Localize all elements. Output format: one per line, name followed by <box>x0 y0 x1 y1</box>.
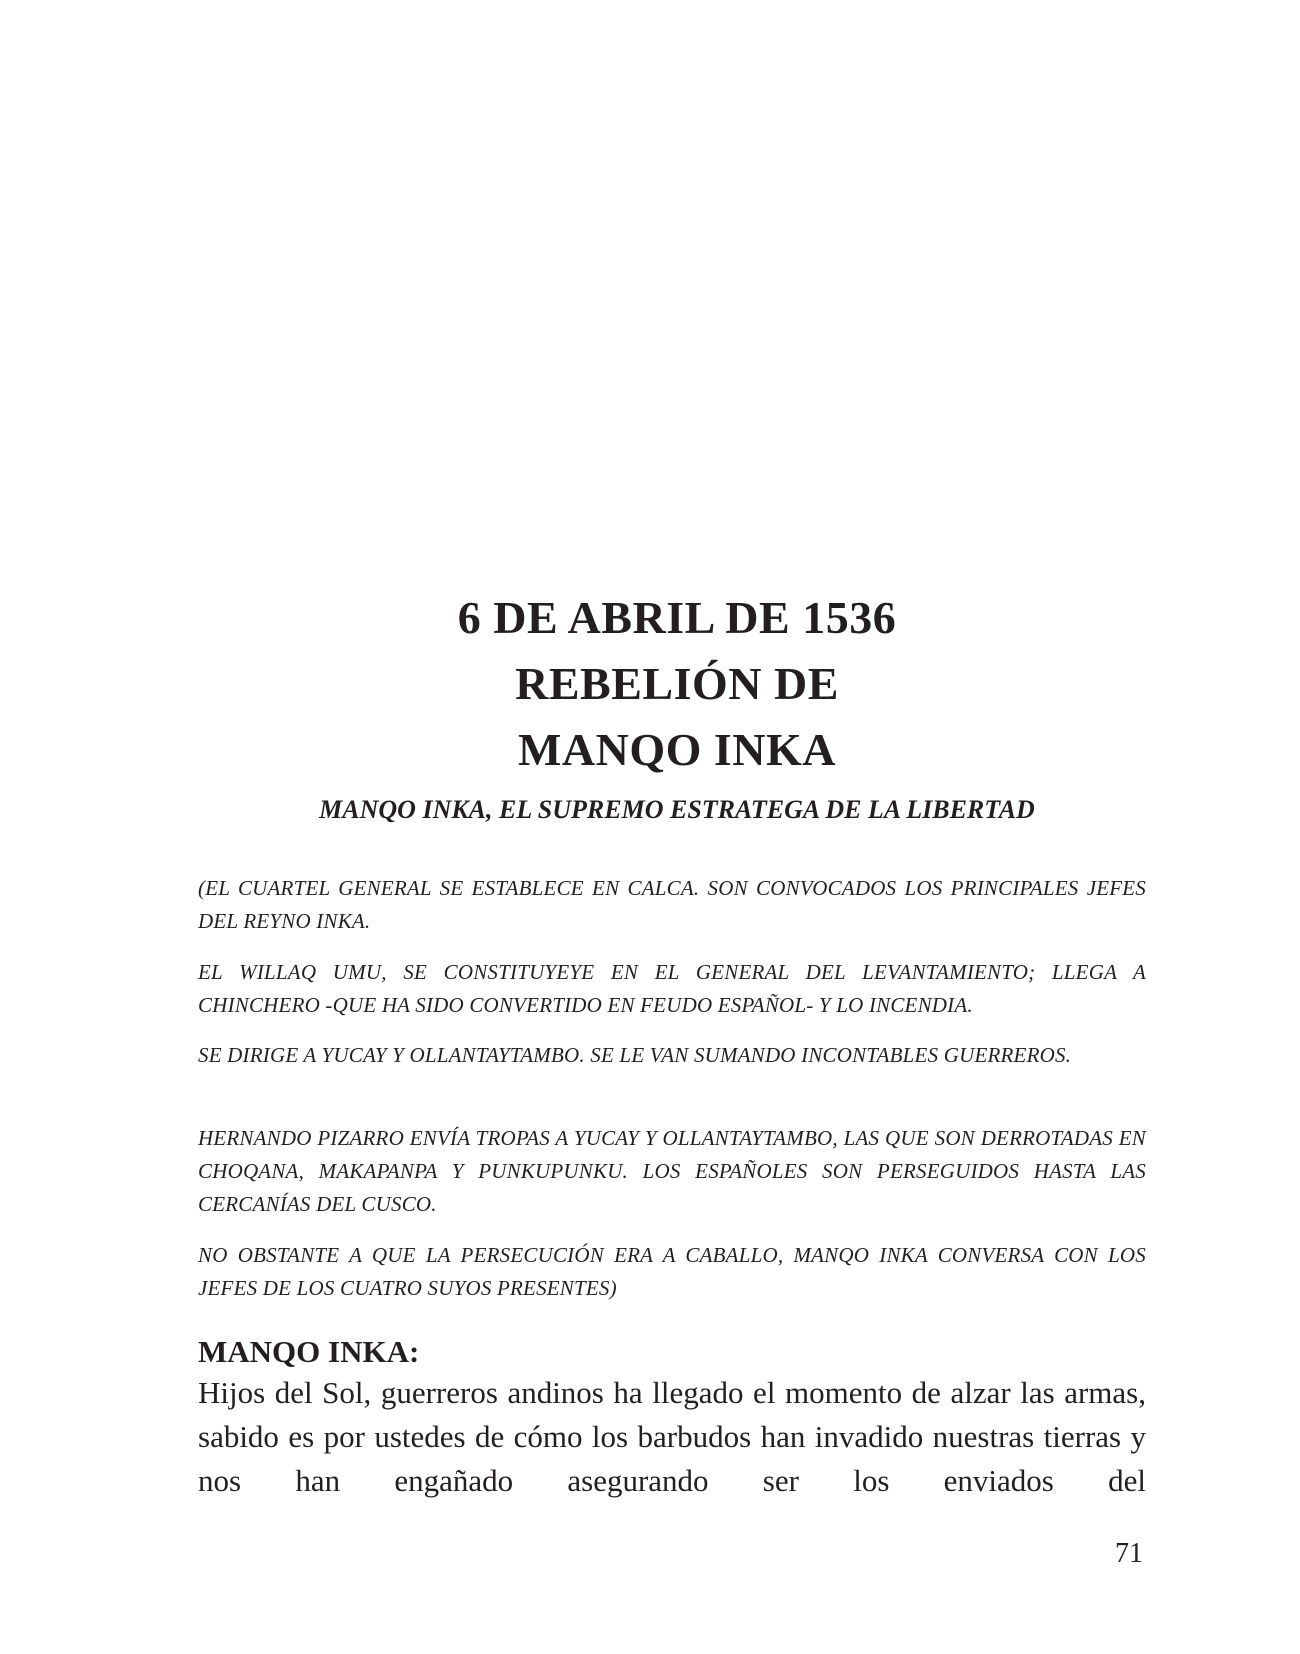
stage-direction-paragraph: EL WILLAQ UMU, SE CONSTITUYEYE EN EL GENERAL DEL LEVANTAMIENTO; LLEGA A CHINCHERO -QUE HA SIDO CONVERTIDO EN FEUDO ESPAÑOL- Y LO INCENDIA. <box>198 960 1146 1017</box>
chapter-subtitle: MANQO INKA, EL SUPREMO ESTRATEGA DE LA LIBERTAD <box>319 795 1035 824</box>
dialogue-text: Hijos del Sol, guerreros andinos ha llegado el momento de alzar las armas, sabido es por ustedes de cómo los barbudos han invadido nuestras tierras y nos han engañado asegurando ser los enviados del <box>198 1375 1146 1498</box>
stage-direction-paragraph: (EL CUARTEL GENERAL SE ESTABLECE EN CALCA. SON CONVOCADOS LOS PRINCIPALES JEFES DEL REYNO INKA. <box>198 876 1146 933</box>
title-line-date: 6 DE ABRIL DE 1536 <box>457 592 897 643</box>
stage-direction-paragraph: NO OBSTANTE A QUE LA PERSECUCIÓN ERA A CABALLO, MANQO INKA CONVERSA CON LOS JEFES DE LOS CUATRO SUYOS PRESENTES) <box>198 1243 1146 1300</box>
speaker-name: MANQO INKA: <box>198 1334 420 1369</box>
title-line-name: MANQO INKA <box>517 724 837 775</box>
page-number: 71 <box>1115 1538 1143 1569</box>
title-line-rebellion: REBELIÓN DE <box>515 658 839 709</box>
stage-direction-paragraph: SE DIRIGE A YUCAY Y OLLANTAYTAMBO. SE LE VAN SUMANDO INCONTABLES GUERREROS. <box>198 1043 1072 1067</box>
chapter-title <box>0 585 1300 783</box>
stage-direction-paragraph: HERNANDO PIZARRO ENVÍA TROPAS A YUCAY Y OLLANTAYTAMBO, LAS QUE SON DERROTADAS EN CHOQANA, MAKAPANPA Y PUNKUPUNKU. LOS ESPAÑOLES SON PERSEGUIDOS HASTA LAS CERCANÍAS DEL CUSCO. <box>198 1126 1146 1216</box>
